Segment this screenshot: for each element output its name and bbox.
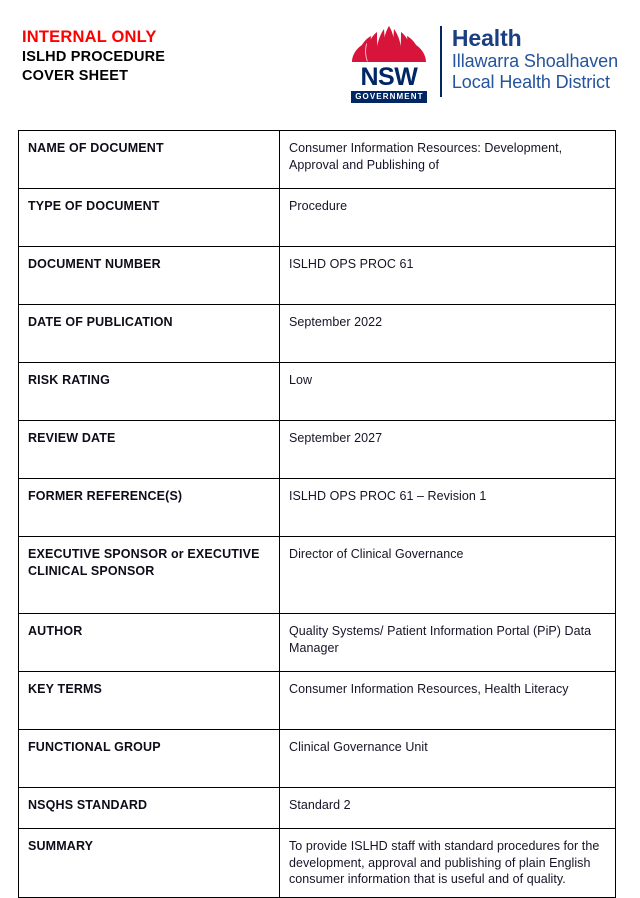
page-title-line-1: ISLHD PROCEDURE xyxy=(22,49,166,65)
table-row xyxy=(19,247,616,305)
nsw-health-logo xyxy=(348,0,640,103)
row-value: ISLHD OPS PROC 61 – Revision 1 xyxy=(280,479,616,537)
logo-divider xyxy=(440,26,442,97)
table-row xyxy=(19,131,616,189)
row-value: September 2027 xyxy=(280,421,616,479)
row-value: September 2022 xyxy=(280,305,616,363)
cover-sheet-table-body xyxy=(19,131,616,898)
title-block xyxy=(0,0,165,86)
table-row xyxy=(19,189,616,247)
table-row xyxy=(19,421,616,479)
row-label: KEY TERMS xyxy=(19,672,280,730)
row-label: DOCUMENT NUMBER xyxy=(19,247,280,305)
nsw-wordmark: NSW xyxy=(360,63,418,91)
row-label: TYPE OF DOCUMENT xyxy=(19,189,280,247)
row-value: To provide ISLHD staff with standard procedures for the development, approval and publishing of plain English consumer information that is useful and of quality. xyxy=(280,829,616,898)
table-row xyxy=(19,672,616,730)
row-value: Consumer Information Resources: Development, Approval and Publishing of xyxy=(280,131,616,189)
row-value: ISLHD OPS PROC 61 xyxy=(280,247,616,305)
page-title-line-2: COVER SHEET xyxy=(22,68,129,84)
table-row xyxy=(19,788,616,829)
row-label: EXECUTIVE SPONSOR or EXECUTIVE CLINICAL SPONSOR xyxy=(19,537,280,614)
table-row xyxy=(19,614,616,672)
row-value: Low xyxy=(280,363,616,421)
table-row xyxy=(19,479,616,537)
government-wordmark: GOVERNMENT xyxy=(351,91,426,103)
row-value: Standard 2 xyxy=(280,788,616,829)
table-row xyxy=(19,829,616,898)
row-label: FUNCTIONAL GROUP xyxy=(19,730,280,788)
row-value: Clinical Governance Unit xyxy=(280,730,616,788)
row-label: RISK RATING xyxy=(19,363,280,421)
cover-sheet-table xyxy=(18,130,616,898)
row-label: FORMER REFERENCE(S) xyxy=(19,479,280,537)
row-value: Quality Systems/ Patient Information Portal (PiP) Data Manager xyxy=(280,614,616,672)
table-row xyxy=(19,363,616,421)
district-line-2: Local Health District xyxy=(451,71,610,92)
nsw-government-logo-mark xyxy=(348,24,430,103)
table-row xyxy=(19,305,616,363)
district-line-1: Illawarra Shoalhaven xyxy=(451,51,618,71)
logo-text-block xyxy=(452,24,618,92)
row-label: NSQHS STANDARD xyxy=(19,788,280,829)
row-label: REVIEW DATE xyxy=(19,421,280,479)
health-wordmark: Health xyxy=(451,25,522,51)
row-value: Procedure xyxy=(280,189,616,247)
row-label: DATE OF PUBLICATION xyxy=(19,305,280,363)
row-value: Consumer Information Resources, Health Literacy xyxy=(280,672,616,730)
row-label: NAME OF DOCUMENT xyxy=(19,131,280,189)
waratah-icon xyxy=(350,24,428,64)
internal-only-banner: INTERNAL ONLY xyxy=(22,28,157,46)
table-row xyxy=(19,730,616,788)
row-label: SUMMARY xyxy=(19,829,280,898)
table-row xyxy=(19,537,616,614)
row-label: AUTHOR xyxy=(19,614,280,672)
row-value: Director of Clinical Governance xyxy=(280,537,616,614)
page-header xyxy=(0,0,640,118)
